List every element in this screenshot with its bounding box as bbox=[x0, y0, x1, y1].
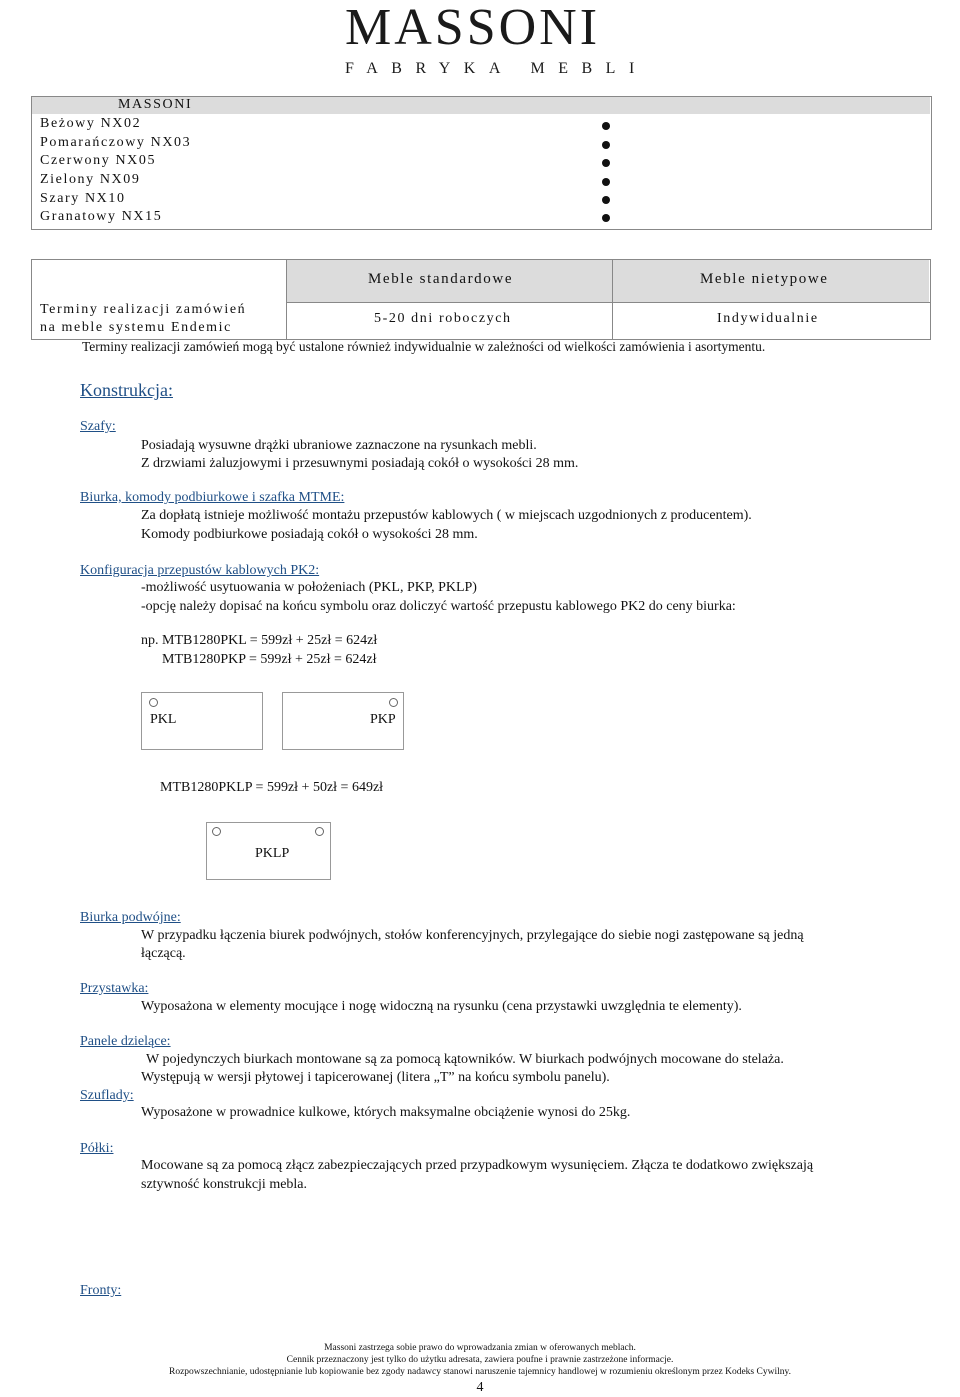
cable-hole-icon bbox=[212, 827, 221, 836]
bullet-icon bbox=[602, 178, 610, 186]
logo-name: MASSONI bbox=[345, 0, 601, 56]
desks-line-1: Za dopłatą istnieje możliwość montażu przepustów kablowych ( w miejscach uzgodnionych z producentem). bbox=[141, 508, 752, 523]
fronts-label: Fronty: bbox=[80, 1283, 122, 1298]
delivery-table-border bbox=[286, 259, 287, 340]
bullet-icon bbox=[602, 141, 610, 149]
bullet-icon bbox=[602, 214, 610, 222]
config-label: Konfiguracja przepustów kablowych PK2: bbox=[80, 563, 320, 578]
double-desks-line-2: łączącą. bbox=[141, 946, 186, 961]
color-row-5: Szary NX10 bbox=[40, 191, 126, 206]
delivery-col-custom: Meble nietypowe bbox=[700, 271, 829, 287]
shelves-line-2: sztywność konstrukcji mebla. bbox=[141, 1177, 308, 1192]
colors-table bbox=[31, 96, 932, 230]
color-row-3: Czerwony NX05 bbox=[40, 153, 157, 168]
delivery-row-label: Terminy realizacji zamówień bbox=[40, 302, 247, 317]
delivery-table-border bbox=[31, 259, 32, 340]
double-desks-label: Biurka podwójne: bbox=[80, 910, 181, 925]
shelves-label: Półki: bbox=[80, 1141, 114, 1156]
delivery-custom-value: Indywidualnie bbox=[717, 311, 819, 326]
cable-hole-icon bbox=[315, 827, 324, 836]
example-pklp: MTB1280PKLP = 599zł + 50zł = 649zł bbox=[160, 780, 384, 795]
panels-line-2: Występują w wersji płytowej i tapicerowanej (litera „T” na końcu symbolu panelu). bbox=[141, 1070, 610, 1085]
drawers-text: Wyposażone w prowadnice kulkowe, których maksymalne obciążenie wynosi do 25kg. bbox=[141, 1105, 631, 1120]
pkp-box-label: PKP bbox=[370, 712, 396, 727]
example-pkl: np. MTB1280PKL = 599zł + 25zł = 624zł bbox=[141, 633, 378, 648]
panels-line-1: W pojedynczych biurkach montowane są za pomocą kątowników. W biurkach podwójnych mocowane do stelaża. bbox=[146, 1052, 784, 1067]
panels-label: Panele dzielące: bbox=[80, 1034, 171, 1049]
delivery-note: Terminy realizacji zamówień mogą być ustalone również indywidualnie w zależności od wielkości zamówienia i asortymentu. bbox=[82, 339, 766, 354]
extension-text: Wyposażona w elementy mocujące i nogę widoczną na rysunku (cena przystawki uwzględnia te elementy). bbox=[141, 999, 742, 1014]
config-line-2: -opcję należy dopisać na końcu symbolu oraz doliczyć wartość przepustu kablowego PK2 do ceny biurka: bbox=[141, 599, 736, 614]
footer-line-1: Massoni zastrzega sobie prawo do wprowadzania zmian w oferowanych meblach. bbox=[324, 1343, 636, 1353]
extension-label: Przystawka: bbox=[80, 981, 149, 996]
delivery-standard-value: 5-20 dni roboczych bbox=[374, 311, 512, 326]
color-row-1: Beżowy NX02 bbox=[40, 116, 142, 131]
wardrobes-label: Szafy: bbox=[80, 419, 116, 434]
page-number: 4 bbox=[476, 1380, 484, 1395]
delivery-row-label-2: na meble systemu Endemic bbox=[40, 320, 232, 335]
desks-label: Biurka, komody podbiurkowe i szafka MTME: bbox=[80, 490, 345, 505]
config-line-1: -możliwość usytuowania w położeniach (PKL, PKP, PKLP) bbox=[141, 580, 477, 595]
footer-line-2: Cennik przeznaczony jest tylko do użytku adresata, zawiera poufne i prawnie zastrzeżone informacje. bbox=[286, 1355, 674, 1365]
pkl-box-label: PKL bbox=[150, 712, 177, 727]
wardrobes-line-1: Posiadają wysuwne drążki ubraniowe zaznaczone na rysunkach mebli. bbox=[141, 438, 537, 453]
color-row-4: Zielony NX09 bbox=[40, 172, 141, 187]
colors-table-header: MASSONI bbox=[118, 97, 193, 112]
color-row-6: Granatowy NX15 bbox=[40, 209, 163, 224]
color-row-2: Pomarańczowy NX03 bbox=[40, 135, 192, 150]
delivery-table-border bbox=[612, 259, 613, 340]
double-desks-line-1: W przypadku łączenia biurek podwójnych, stołów konferencyjnych, przylegające do siebie nogi zastępowane są jedną bbox=[141, 928, 804, 943]
wardrobes-line-2: Z drzwiami żaluzjowymi i przesuwnymi posiadają cokół o wysokości 28 mm. bbox=[141, 456, 579, 471]
delivery-col-standard: Meble standardowe bbox=[368, 271, 514, 287]
bullet-icon bbox=[602, 196, 610, 204]
example-pkp: MTB1280PKP = 599zł + 25zł = 624zł bbox=[162, 652, 377, 667]
delivery-table-border bbox=[31, 259, 931, 260]
cable-hole-icon bbox=[389, 698, 398, 707]
bullet-icon bbox=[602, 122, 610, 130]
bullet-icon bbox=[602, 159, 610, 167]
logo-subtitle: FABRYKA MEBLI bbox=[345, 60, 648, 77]
construction-title: Konstrukcja: bbox=[80, 380, 173, 400]
cable-hole-icon bbox=[149, 698, 158, 707]
desks-line-2: Komody podbiurkowe posiadają cokół o wysokości 28 mm. bbox=[141, 527, 478, 542]
footer-line-3: Rozpowszechnianie, udostępnianie lub kopiowanie bez zgody nadawcy stanowi naruszenie tajemnicy handlowej w rozumieniu określonym przez Kodeks Cywilny. bbox=[169, 1367, 791, 1377]
pklp-box-label: PKLP bbox=[255, 846, 290, 861]
drawers-label: Szuflady: bbox=[80, 1088, 134, 1103]
delivery-table-border bbox=[930, 259, 931, 340]
delivery-table-border bbox=[286, 302, 931, 303]
shelves-line-1: Mocowane są za pomocą złącz zabezpieczających przed przypadkowym wysunięciem. Złącza te dodatkowo zwiększają bbox=[141, 1158, 814, 1173]
